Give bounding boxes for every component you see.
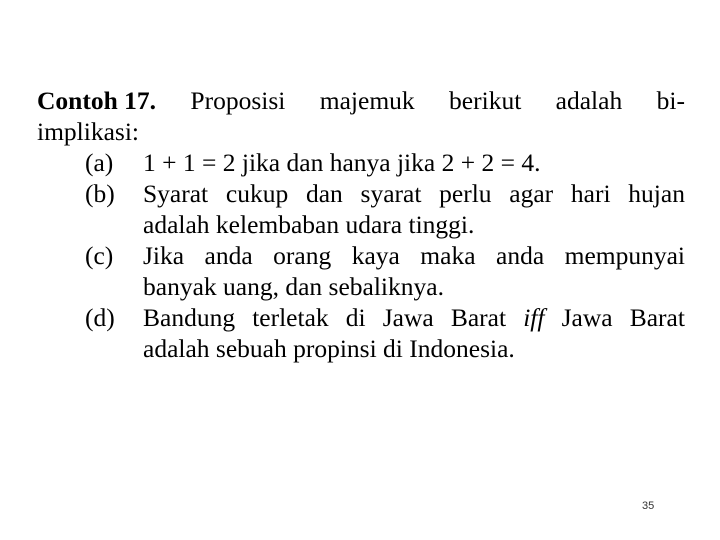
item-word: perlu [439,179,492,208]
example-item [37,302,685,364]
example-list [37,147,685,364]
item-word: Jika [143,241,185,270]
item-last-line: 1 + 1 = 2 jika dan hanya jika 2 + 2 = 4. [143,148,541,177]
intro-word: berikut [449,86,522,115]
item-last-line: adalah kelembaban udara tinggi. [143,210,475,239]
intro-word: Proposisi [190,86,286,115]
item-word: mempunyai [564,241,685,270]
item-justified-line [143,302,685,333]
example-heading-line [37,85,685,116]
page-number: 35 [642,500,655,512]
item-word: syarat [360,179,422,208]
item-word: anda [204,241,253,270]
item-last-line: banyak uang, dan sebaliknya. [143,272,444,301]
item-word: orang [273,241,332,270]
example-title [37,85,156,116]
intro-word: majemuk [319,86,415,115]
item-word: Jawa [382,303,434,332]
item-word: cukup [225,179,289,208]
item-word: agar [509,179,554,208]
item-text [143,178,685,240]
intro-continuation: implikasi: [37,117,139,146]
item-word: anda [496,241,545,270]
item-text [143,302,685,364]
item-word: Barat [450,303,507,332]
item-marker: (a) [85,148,114,177]
item-justified-line [143,240,685,271]
item-marker: (b) [85,179,115,208]
item-text [143,147,685,178]
item-marker: (d) [85,303,115,332]
item-word: hari [570,179,611,208]
example-item [37,240,685,302]
item-text [143,240,685,302]
example-item [37,147,685,178]
item-word: Barat [629,303,685,332]
item-word: Bandung [143,303,236,332]
slide-content [37,85,685,364]
item-word: Jawa [561,303,613,332]
item-word: maka [420,241,476,270]
item-marker: (c) [85,241,114,270]
item-word: hujan [628,179,685,208]
example-item [37,178,685,240]
item-word: kaya [351,241,400,270]
intro-word: adalah [555,86,623,115]
item-word: di [345,303,366,332]
item-word: terletak [252,303,329,332]
example-label: Contoh [37,86,118,115]
item-word: dan [305,179,343,208]
item-justified-line [143,178,685,209]
example-number: 17. [124,86,157,115]
item-word: Syarat [143,179,209,208]
item-last-line: adalah sebuah propinsi di Indonesia. [143,334,515,363]
item-word: iff [523,303,545,332]
intro-word: bi- [656,86,685,115]
